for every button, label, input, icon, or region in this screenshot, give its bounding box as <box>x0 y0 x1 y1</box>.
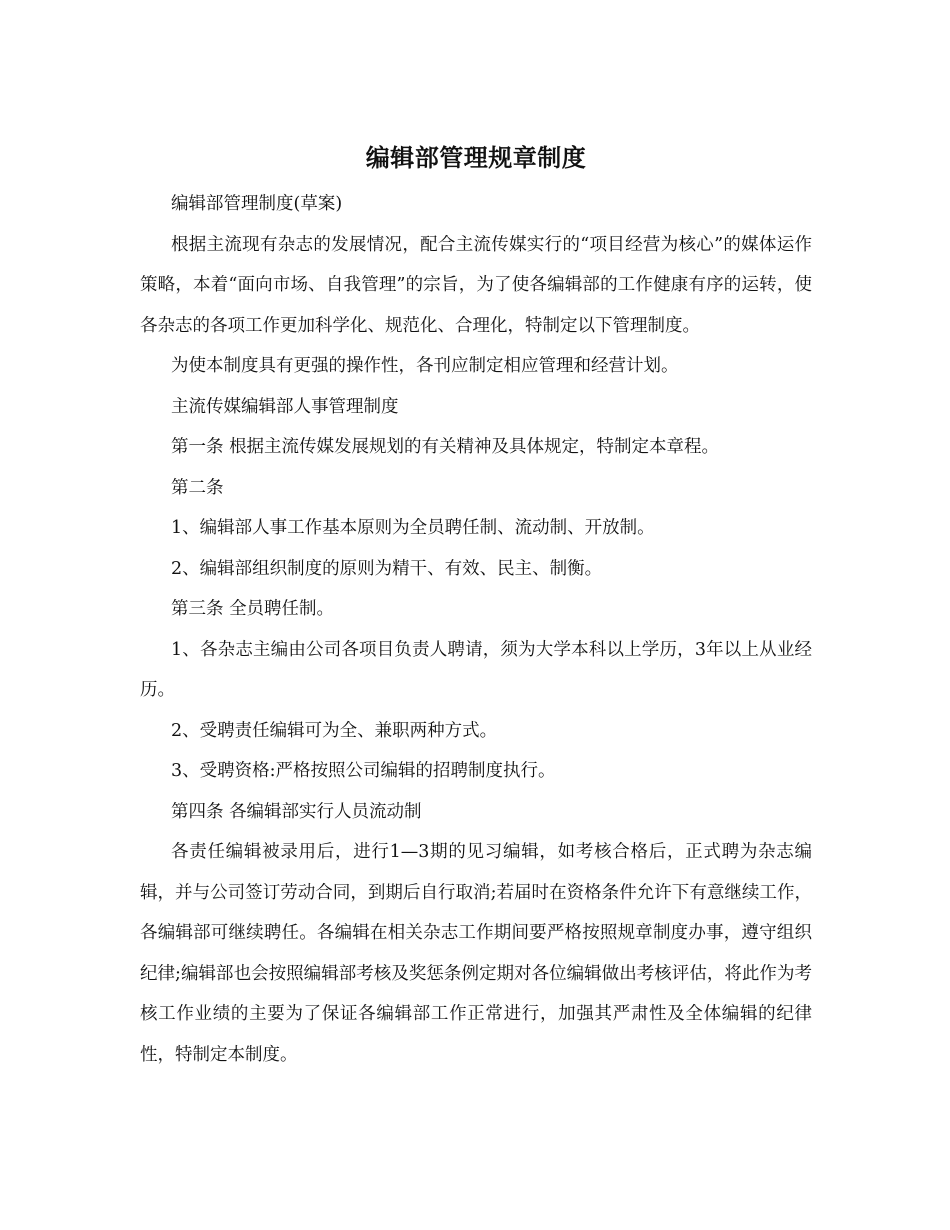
article-2-item-1: 1、编辑部人事工作基本原则为全员聘任制、流动制、开放制。 <box>171 518 655 538</box>
article-3-heading: 第三条 全员聘任制。 <box>171 599 335 619</box>
document-page <box>140 138 812 1075</box>
article-4-body: 各责任编辑被录用后，进行1—3期的见习编辑，如考核合格后，正式聘为杂志编辑，并与公司签订劳动合同，到期后自行取消;若届时在资格条件允许下有意继续工作，各编辑部可继续聘任。各编辑在相关杂志工作期间要严格按照规章制度办事，遵守组织纪律;编辑部也会按照编辑部考核及奖惩条例定期对各位编辑做出考核评估，将此作为考核工作业绩的主要为了保证各编辑部工作正常进行，加强其严肃性及全体编辑的纪律性，特制定本制度。 <box>140 842 812 1065</box>
article-2-heading: 第二条 <box>171 477 224 498</box>
article-1: 第一条 根据主流传媒发展规划的有关精神及具体规定，特制定本章程。 <box>171 437 720 457</box>
article-3-item-3: 3、受聘资格:严格按照公司编辑的招聘制度执行。 <box>171 761 556 781</box>
paragraph-intro: 根据主流现有杂志的发展情况，配合主流传媒实行的“项目经营为核心”的媒体运作策略，本着“面向市场、自我管理”的宗旨，为了使各编辑部的工作健康有序的运转，使各杂志的各项工作更加科学化、规范化、合理化，特制定以下管理制度。 <box>140 234 812 336</box>
document-title: 编辑部管理规章制度 <box>365 143 587 172</box>
section-heading-personnel: 主流传媒编辑部人事管理制度 <box>171 396 399 417</box>
article-4-heading: 第四条 各编辑部实行人员流动制 <box>171 801 422 822</box>
paragraph-draft-subtitle: 编辑部管理制度(草案) <box>171 194 343 214</box>
article-3-item-2: 2、受聘责任编辑可为全、兼职两种方式。 <box>171 720 498 741</box>
article-3-item-1: 1、各杂志主编由公司各项目负责人聘请，须为大学本科以上学历，3年以上从业经历。 <box>140 639 812 700</box>
paragraph-operability: 为使本制度具有更强的操作性，各刊应制定相应管理和经营计划。 <box>171 356 679 376</box>
article-2-item-2: 2、编辑部组织制度的原则为精干、有效、民主、制衡。 <box>171 558 603 579</box>
